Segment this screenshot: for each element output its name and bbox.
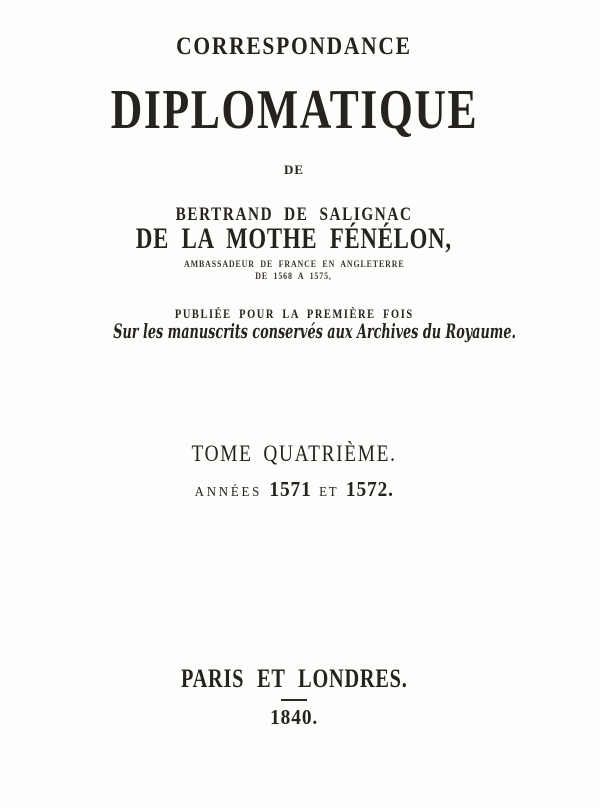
volume-number [0,442,588,465]
publication-statement-line2 [0,321,588,341]
imprint-cities-text: PARIS ET LONDRES. [180,664,408,693]
series-title [0,34,588,59]
author-name-line1-text: BERTRAND DE SALIGNAC [175,204,413,225]
main-title-text: DIPLOMATIQUE [110,79,478,141]
author-role-line1 [0,260,588,269]
volume-years [0,479,588,500]
author-name-line2-text: DE LA MOTHE FÉNÉLON, [136,222,452,255]
imprint-year [0,707,588,728]
years-conjunction: ET [318,485,339,500]
series-title-text: CORRESPONDANCE [176,33,412,60]
title-connector-text: DE [283,162,305,177]
year-second: 1572. [345,477,394,501]
author-name-line2 [0,224,588,254]
imprint-divider-rule [281,699,307,701]
title-connector-de [0,163,588,176]
main-title [0,79,588,141]
imprint-cities [0,666,588,692]
imprint-year-text: 1840. [269,705,319,729]
year-first: 1571 [269,477,312,501]
author-role-line2-text: DE 1568 A 1575, [255,271,333,281]
author-role-line2 [0,272,588,281]
publication-statement-line2-text: Sur les manuscrits conservés aux Archives du Royaume. [113,319,516,343]
years-label: ANNÉES [194,485,262,500]
author-role-line1-text: AMBASSADEUR DE FRANCE EN ANGLETERRE [183,259,405,269]
volume-number-text: TOME QUATRIÈME. [191,441,397,466]
publication-statement-line1-text: PUBLIÉE POUR LA PREMIÈRE FOIS [174,306,414,321]
